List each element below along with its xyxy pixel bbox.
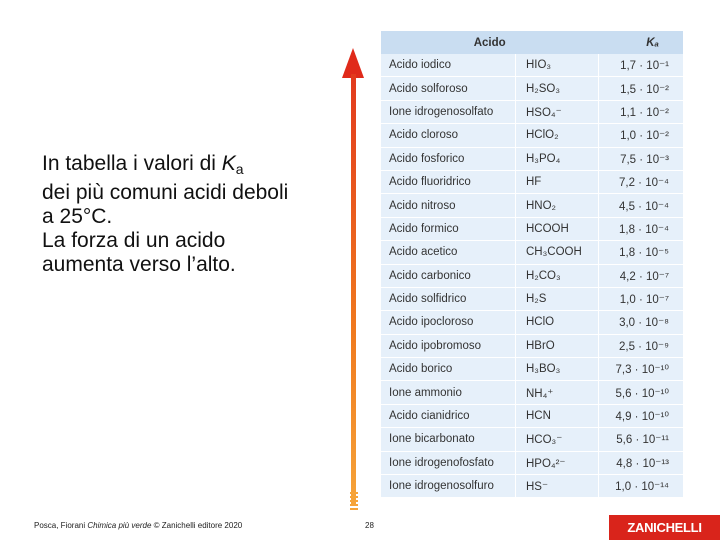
table-row bbox=[381, 404, 683, 427]
acid-formula-cell: HCO₃⁻ bbox=[515, 428, 598, 451]
acid-formula-cell: HClO bbox=[515, 311, 598, 334]
acid-formula-cell: H₂S bbox=[515, 287, 598, 310]
acid-formula-cell: HCOOH bbox=[515, 217, 598, 240]
acid-ka-cell: 7,2 · 10⁻⁴ bbox=[598, 170, 683, 193]
acid-name-cell: Acido acetico bbox=[381, 241, 515, 264]
acid-name-cell: Acido fosforico bbox=[381, 147, 515, 170]
acid-formula-cell: HF bbox=[515, 170, 598, 193]
acid-ka-cell: 5,6 · 10⁻¹¹ bbox=[598, 428, 683, 451]
brand-logo: ZANICHELLI bbox=[609, 515, 720, 540]
table-row bbox=[381, 147, 683, 170]
table-row bbox=[381, 428, 683, 451]
acid-ka-cell: 7,3 · 10⁻¹⁰ bbox=[598, 358, 683, 381]
acid-ka-cell: 7,5 · 10⁻³ bbox=[598, 147, 683, 170]
table-row bbox=[381, 124, 683, 147]
acid-formula-cell: NH₄⁺ bbox=[515, 381, 598, 404]
acid-name-cell: Acido solforoso bbox=[381, 77, 515, 100]
text-line-4: La forza di un acido bbox=[42, 229, 226, 252]
page-number: 28 bbox=[365, 521, 374, 530]
acid-name-cell: Acido carbonico bbox=[381, 264, 515, 287]
acid-name-cell: Acido solfidrico bbox=[381, 287, 515, 310]
table-row bbox=[381, 475, 683, 498]
acid-name-cell: Acido ipobromoso bbox=[381, 334, 515, 357]
credit-suffix: © Zanichelli editore 2020 bbox=[151, 521, 243, 530]
acid-ka-cell: 1,7 · 10⁻¹ bbox=[598, 54, 683, 77]
table-row bbox=[381, 100, 683, 123]
acid-ka-cell: 5,6 · 10⁻¹⁰ bbox=[598, 381, 683, 404]
acid-name-cell: Ione bicarbonato bbox=[381, 428, 515, 451]
acid-name-cell: Acido fluoridrico bbox=[381, 170, 515, 193]
text-line-2: dei più comuni acidi deboli bbox=[42, 181, 289, 204]
footer-credit bbox=[34, 521, 242, 530]
acid-ka-cell: 4,9 · 10⁻¹⁰ bbox=[598, 404, 683, 427]
acid-formula-cell: H₂CO₃ bbox=[515, 264, 598, 287]
table-row bbox=[381, 194, 683, 217]
acid-formula-cell: HBrO bbox=[515, 334, 598, 357]
acid-name-cell: Acido ipocloroso bbox=[381, 311, 515, 334]
acid-ka-cell: 1,0 · 10⁻⁷ bbox=[598, 287, 683, 310]
acid-formula-cell: HSO₄⁻ bbox=[515, 100, 598, 123]
acid-ka-cell: 2,5 · 10⁻⁹ bbox=[598, 334, 683, 357]
table-row bbox=[381, 77, 683, 100]
arrow-tail-dashes bbox=[350, 492, 358, 512]
acid-name-cell: Acido borico bbox=[381, 358, 515, 381]
acid-formula-cell: HIO₃ bbox=[515, 54, 598, 77]
description-text bbox=[42, 152, 342, 277]
acid-formula-cell: HS⁻ bbox=[515, 475, 598, 498]
acid-name-cell: Ione idrogenosolfuro bbox=[381, 475, 515, 498]
acid-ka-cell: 3,0 · 10⁻⁸ bbox=[598, 311, 683, 334]
acid-formula-cell: H₃BO₃ bbox=[515, 358, 598, 381]
table-row bbox=[381, 264, 683, 287]
credit-prefix: Posca, Fiorani bbox=[34, 521, 88, 530]
acid-name-cell: Acido formico bbox=[381, 217, 515, 240]
acid-ka-cell: 1,8 · 10⁻⁴ bbox=[598, 217, 683, 240]
header-ka: Kₐ bbox=[598, 31, 683, 54]
text-line-3: a 25°C. bbox=[42, 205, 113, 228]
acid-formula-cell: H₃PO₄ bbox=[515, 147, 598, 170]
acid-name-cell: Acido cianidrico bbox=[381, 404, 515, 427]
text-line-1-prefix: In tabella i valori di bbox=[42, 152, 222, 175]
text-line-5: aumenta verso l’alto. bbox=[42, 253, 236, 276]
table-row bbox=[381, 287, 683, 310]
table-row bbox=[381, 451, 683, 474]
arrow-shaft bbox=[351, 74, 356, 504]
acid-name-cell: Acido iodico bbox=[381, 54, 515, 77]
header-acid: Acido bbox=[381, 31, 598, 54]
acid-formula-cell: HNO₂ bbox=[515, 194, 598, 217]
table-row bbox=[381, 54, 683, 77]
table-body bbox=[381, 54, 683, 498]
acid-formula-cell: CH₃COOH bbox=[515, 241, 598, 264]
table-row bbox=[381, 311, 683, 334]
text-line-1 bbox=[42, 152, 342, 181]
acid-ka-cell: 1,5 · 10⁻² bbox=[598, 77, 683, 100]
table-header-row bbox=[381, 31, 683, 54]
acid-name-cell: Acido nitroso bbox=[381, 194, 515, 217]
table-row bbox=[381, 241, 683, 264]
arrow-up-icon bbox=[342, 48, 364, 518]
acid-formula-cell: HCN bbox=[515, 404, 598, 427]
acid-ka-cell: 4,2 · 10⁻⁷ bbox=[598, 264, 683, 287]
k-subscript: a bbox=[235, 161, 244, 177]
table-row bbox=[381, 358, 683, 381]
acid-formula-cell: H₂SO₃ bbox=[515, 77, 598, 100]
credit-title: Chimica più verde bbox=[87, 521, 152, 530]
k-symbol: K bbox=[221, 152, 236, 175]
table-row bbox=[381, 334, 683, 357]
acid-ka-cell: 4,5 · 10⁻⁴ bbox=[598, 194, 683, 217]
acid-name-cell: Ione idrogenosolfato bbox=[381, 100, 515, 123]
acid-name-cell: Ione idrogenofosfato bbox=[381, 451, 515, 474]
acid-ka-cell: 1,8 · 10⁻⁵ bbox=[598, 241, 683, 264]
acid-ka-cell: 4,8 · 10⁻¹³ bbox=[598, 451, 683, 474]
acid-table bbox=[381, 31, 683, 498]
acid-formula-cell: HPO₄²⁻ bbox=[515, 451, 598, 474]
table-row bbox=[381, 170, 683, 193]
acid-name-cell: Acido cloroso bbox=[381, 124, 515, 147]
table-row bbox=[381, 381, 683, 404]
acid-ka-cell: 1,0 · 10⁻² bbox=[598, 124, 683, 147]
acid-formula-cell: HClO₂ bbox=[515, 124, 598, 147]
acid-ka-cell: 1,0 · 10⁻¹⁴ bbox=[598, 475, 683, 498]
acid-name-cell: Ione ammonio bbox=[381, 381, 515, 404]
table-row bbox=[381, 217, 683, 240]
acid-ka-cell: 1,1 · 10⁻² bbox=[598, 100, 683, 123]
